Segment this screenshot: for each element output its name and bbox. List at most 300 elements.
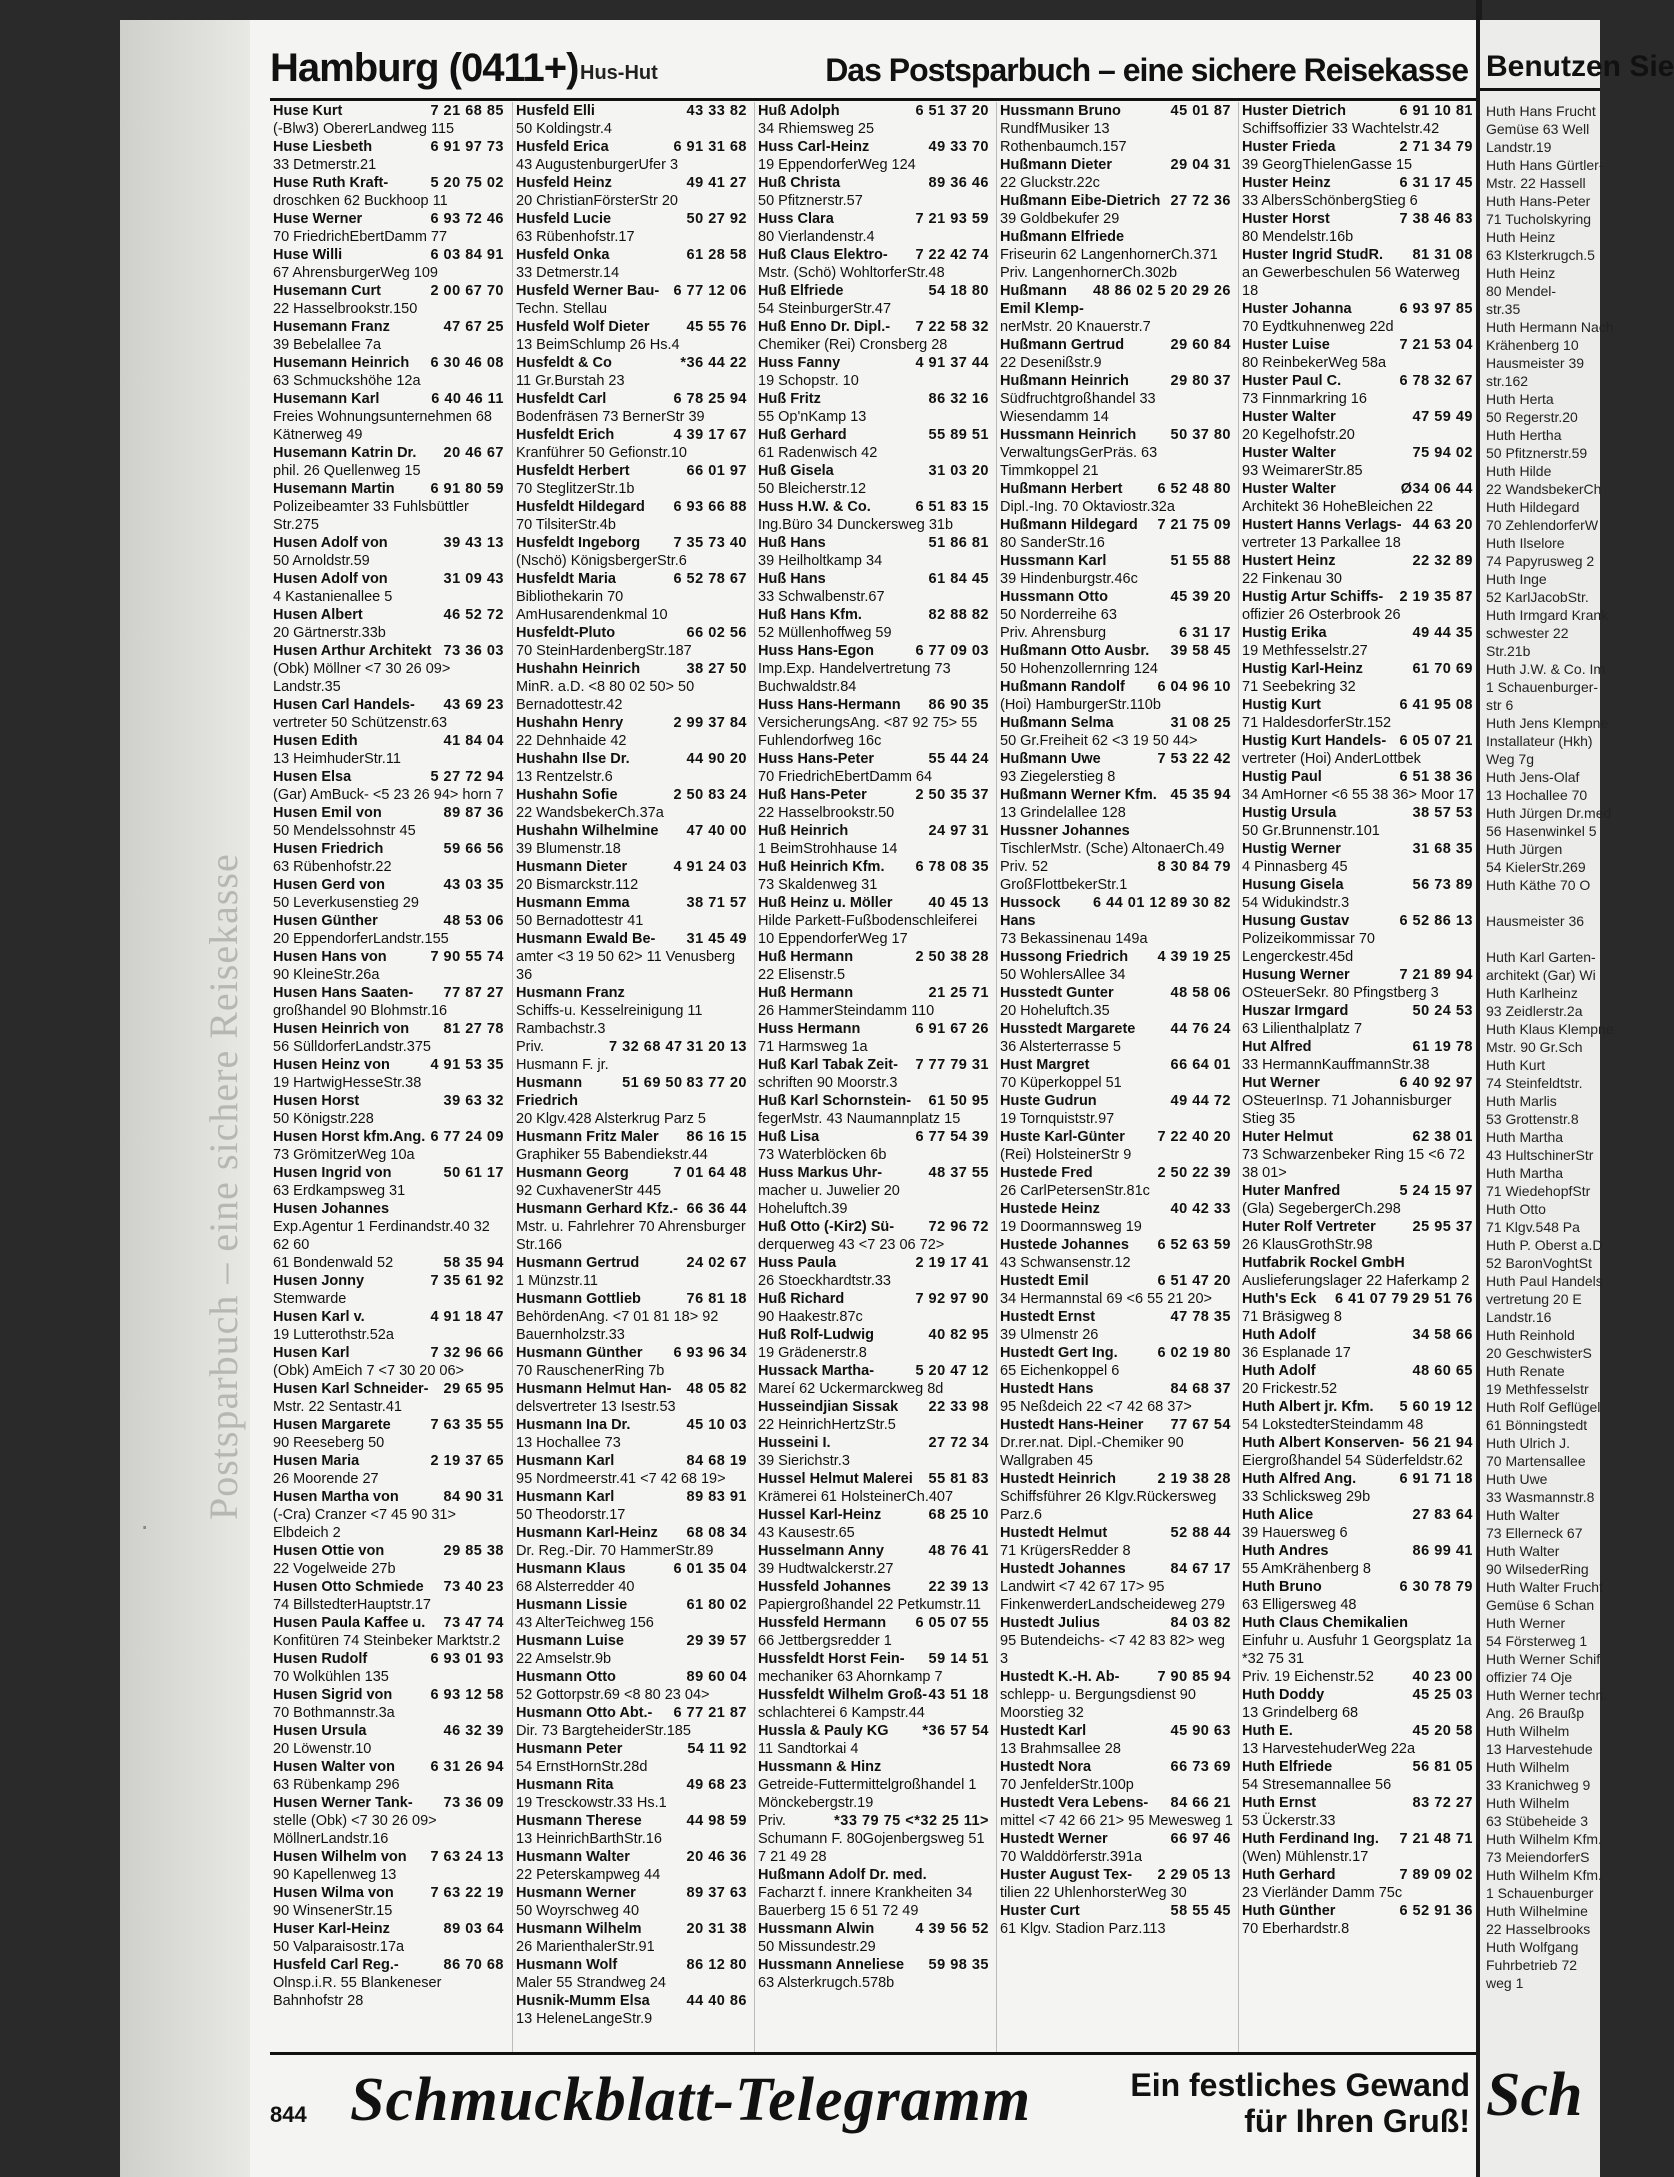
entry-name: Huß Hans xyxy=(758,571,826,587)
directory-entry xyxy=(270,282,508,318)
entry-address: OSteuerSekr. 80 Pfingstberg 3 xyxy=(1242,985,1439,1001)
entry-phone: 2 19 38 28 xyxy=(1157,1471,1231,1487)
entry-phone: 45 10 03 xyxy=(686,1417,747,1433)
entry-address: 33 Schlicksweg 29b xyxy=(1242,1489,1371,1505)
next-page-line: 13 Harvestehude xyxy=(1486,1741,1593,1757)
entry-name: Husen Günther xyxy=(273,913,378,929)
entry-name: Husmann Karl xyxy=(516,1453,615,1469)
entry-phone: 50 37 80 xyxy=(1170,427,1231,443)
entry-address: 73 Finnmarkring 16 xyxy=(1242,391,1367,407)
directory-entry xyxy=(513,1200,751,1254)
entry-name: Hußmann Adolf Dr. med. xyxy=(758,1867,927,1883)
directory-entry xyxy=(270,948,508,984)
next-page-line: Gemüse 63 Well xyxy=(1486,121,1590,137)
entry-name: Husen Hans Saaten- xyxy=(273,985,414,1001)
directory-entry xyxy=(270,696,508,732)
entry-address: Krämerei 61 HolsteinerCh.407 xyxy=(758,1489,954,1505)
next-page-line: 63 Stübeheide 3 xyxy=(1486,1813,1588,1829)
entry-address: 33 AlbersSchönbergStieg 6 xyxy=(1242,193,1418,209)
directory-entry xyxy=(755,1092,993,1128)
entry-address: Papiergroßhandel 22 Petkumstr.11 xyxy=(758,1597,982,1613)
entry-phone: 84 90 31 xyxy=(443,1489,504,1505)
entry-name: Hußmann Werner Kfm. xyxy=(1000,787,1157,803)
entry-address: 95 Nordmeerstr.41 <7 42 68 19> xyxy=(516,1471,726,1487)
directory-entry xyxy=(755,1758,993,1812)
entry-phone: 2 19 17 41 xyxy=(915,1255,989,1271)
directory-entry xyxy=(755,390,993,426)
entry-phone: 4 39 17 67 xyxy=(673,427,747,443)
entry-address: macher u. Juwelier 20 Hoheluftch.39 xyxy=(758,1183,900,1217)
entry-phone: 6 78 08 35 xyxy=(915,859,989,875)
entry-address: 50 Mendelssohnstr 45 xyxy=(273,823,416,839)
directory-entry xyxy=(513,1776,751,1812)
entry-address: schlepp- u. Bergungsdienst 90 Moorstieg 32 xyxy=(1000,1687,1196,1721)
next-page-line: 33 Wasmannstr.8 xyxy=(1486,1489,1595,1505)
entry-address: 43 Kausestr.65 xyxy=(758,1525,855,1541)
directory-entry xyxy=(997,1164,1235,1200)
directory-page xyxy=(120,20,1480,2177)
entry-name: Huse Liesbeth xyxy=(273,139,373,155)
directory-entry xyxy=(755,1920,993,1956)
entry-name: Huß Gisela xyxy=(758,463,834,479)
entry-name: Hussfeldt Wilhelm Groß- xyxy=(758,1687,928,1703)
entry-phone: 89 60 04 xyxy=(686,1669,747,1685)
entry-phone: 6 52 63 59 xyxy=(1157,1237,1231,1253)
entry-address: (Gar) AmBuck- <5 23 26 94> horn 7 xyxy=(273,787,504,803)
directory-entry xyxy=(513,1884,751,1920)
entry-name: Husmann Otto xyxy=(516,1669,616,1685)
directory-entry xyxy=(1239,1182,1477,1218)
entry-name: Huth's Eck xyxy=(1242,1291,1317,1307)
entry-phone: 5 20 75 02 xyxy=(430,175,504,191)
entry-address: schlachterei 6 Kampstr.44 xyxy=(758,1705,925,1721)
entry-phone: 38 27 50 xyxy=(686,661,747,677)
entry-address: 63 Lilienthalplatz 7 xyxy=(1242,1021,1363,1037)
entry-phone: 66 36 44 xyxy=(686,1201,747,1217)
entry-phone: 6 91 67 26 xyxy=(915,1021,989,1037)
directory-entry xyxy=(1239,210,1477,246)
entry-phone: 2 29 05 13 xyxy=(1157,1867,1231,1883)
entry-name: Huß Hans-Peter xyxy=(758,787,867,803)
entry-address: 19 EppendorferWeg 124 xyxy=(758,157,916,173)
entry-phone: 27 72 36 xyxy=(1170,193,1231,209)
entry-address: 26 Stoeckhardtstr.33 xyxy=(758,1273,891,1289)
entry-address: Hilde Parkett-Fußbodenschleiferei 10 EppendorferWeg 17 xyxy=(758,913,978,947)
directory-entry xyxy=(513,1560,751,1596)
entry-phone: 84 03 82 xyxy=(1170,1615,1231,1631)
entry-phone: 6 31 17 xyxy=(1179,625,1231,641)
next-page-line: Huth Martha xyxy=(1486,1165,1564,1181)
next-page-line: Huth Käthe 70 O xyxy=(1486,877,1591,893)
entry-name: Huß Heinrich xyxy=(758,823,849,839)
entry-phone: 66 73 69 xyxy=(1170,1759,1231,1775)
entry-address: 26 CarlPetersenStr.81c xyxy=(1000,1183,1150,1199)
directory-entry xyxy=(270,1650,508,1686)
next-page-line: Huth Jens-Olaf xyxy=(1486,769,1580,785)
entry-address: 22 Dehnhaide 42 xyxy=(516,733,627,749)
entry-name: Husmann Therese xyxy=(516,1813,642,1829)
entry-name: Hushahn Wilhelmine xyxy=(516,823,659,839)
entry-phone: 43 51 18 xyxy=(928,1687,989,1703)
entry-phone: 29 04 31 xyxy=(1170,157,1231,173)
directory-entry xyxy=(513,210,751,246)
next-page-line: Huth Hans Gürtler- xyxy=(1486,157,1604,173)
entry-phone: 27 83 64 xyxy=(1412,1507,1473,1523)
entry-address: 22 Amselstr.9b xyxy=(516,1651,612,1667)
next-page-line: 70 ZehlendorferW xyxy=(1486,517,1599,533)
directory-entry xyxy=(997,372,1235,426)
entry-name: Huß Hermann xyxy=(758,985,854,1001)
directory-entry xyxy=(755,1290,993,1326)
entry-phone: 6 05 07 21 xyxy=(1399,733,1473,749)
entry-phone: 31 20 13 xyxy=(686,1039,747,1055)
directory-entry xyxy=(513,1452,751,1488)
entry-name: Hußmann Randolf xyxy=(1000,679,1125,695)
next-page-line: Huth Hermann Nach xyxy=(1486,319,1614,335)
entry-address: (-Blw3) ObererLandweg 115 xyxy=(273,121,455,137)
directory-entry xyxy=(513,750,751,786)
entry-address: 20 ChristianFörsterStr 20 xyxy=(516,193,678,209)
entry-address: Graphiker 55 Babendiekstr.44 xyxy=(516,1147,708,1163)
entry-phone: 25 95 37 xyxy=(1412,1219,1473,1235)
entry-phone: 89 30 82 xyxy=(1170,895,1231,911)
directory-entry xyxy=(1239,966,1477,1002)
entry-name: Husen Otto Schmiede xyxy=(273,1579,424,1595)
entry-phone: 58 55 45 xyxy=(1170,1903,1231,1919)
directory-entry xyxy=(997,1668,1235,1722)
entry-phone: 50 24 53 xyxy=(1412,1003,1473,1019)
entry-name: Huß Fritz xyxy=(758,391,821,407)
next-page-line: 22 WandsbekerCh xyxy=(1486,481,1602,497)
next-page-title: Benutzen Sie xyxy=(1486,50,1674,83)
directory-entry xyxy=(270,1254,508,1272)
next-page-line: Hausmeister 36 xyxy=(1486,913,1585,929)
directory-entry xyxy=(1239,174,1477,210)
entry-address: 90 Kapellenweg 13 xyxy=(273,1867,397,1883)
next-page-fragment xyxy=(1480,20,1674,2177)
entry-address: Chemiker (Rei) Cronsberg 28 xyxy=(758,337,948,353)
entry-phone: 7 32 68 47 xyxy=(609,1039,683,1055)
directory-entry xyxy=(1239,912,1477,966)
entry-name: Huster Curt xyxy=(1000,1903,1080,1919)
entry-phone: 5 20 47 12 xyxy=(915,1363,989,1379)
entry-address: 74 BillstedterHauptstr.17 xyxy=(273,1597,431,1613)
entry-name: Huszar Irmgard xyxy=(1242,1003,1349,1019)
entry-phone: 7 90 85 94 xyxy=(1157,1669,1231,1685)
entry-address: 26 HammerSteindamm 110 xyxy=(758,1003,935,1019)
entry-name: Huth E. xyxy=(1242,1723,1293,1739)
entry-phone: 6 01 35 04 xyxy=(673,1561,747,1577)
entry-name: Huth Adolf xyxy=(1242,1327,1316,1343)
directory-entry xyxy=(997,1200,1235,1236)
entry-phone: 6 52 91 36 xyxy=(1399,1903,1473,1919)
entry-address: 90 WinsenerStr.15 xyxy=(273,1903,393,1919)
directory-entry xyxy=(513,138,751,174)
next-page-line: offizier 74 Oje xyxy=(1486,1669,1573,1685)
entry-address: Auslieferungslager 22 Haferkamp 2 xyxy=(1242,1273,1470,1289)
entry-address: MinR. a.D. <8 80 02 50> 50 Bernadottestr.42 xyxy=(516,679,695,713)
next-page-line: Huth Kurt xyxy=(1486,1057,1546,1073)
entry-name: Hustig Kurt Handels- xyxy=(1242,733,1387,749)
directory-entry xyxy=(755,1218,993,1254)
entry-phone: 4 91 53 35 xyxy=(430,1057,504,1073)
next-page-line: 50 Pfitznerstr.59 xyxy=(1486,445,1588,461)
next-page-line: 20 GeschwisterS xyxy=(1486,1345,1592,1361)
next-page-line: str.35 xyxy=(1486,301,1521,317)
directory-entry xyxy=(1239,552,1477,588)
entry-address: Kranführer 50 Gefionstr.10 xyxy=(516,445,687,461)
entry-name: Husen Elsa xyxy=(273,769,352,785)
directory-entry xyxy=(1239,1668,1477,1686)
entry-name: Huth Doddy xyxy=(1242,1687,1325,1703)
entry-address: Exp.Agentur 1 Ferdinandstr.40 32 62 60 xyxy=(273,1219,490,1253)
entry-phone: 48 76 41 xyxy=(928,1543,989,1559)
entry-phone: 4 39 56 52 xyxy=(915,1921,989,1937)
entry-phone: 6 52 78 67 xyxy=(673,571,747,587)
entry-name: Hustig Paul xyxy=(1242,769,1322,785)
entry-phone: 31 08 25 xyxy=(1170,715,1231,731)
entry-name: Hustedt Werner xyxy=(1000,1831,1108,1847)
entry-name: Husen Emil von xyxy=(273,805,382,821)
directory-entry xyxy=(755,1020,993,1056)
entry-address: 95 Neßdeich 22 <7 42 68 37> xyxy=(1000,1399,1192,1415)
entry-phone: 86 12 80 xyxy=(686,1957,747,1973)
entry-address: 13 HarvestehuderWeg 22a xyxy=(1242,1741,1416,1757)
entry-name: Hußmann Gertrud xyxy=(1000,337,1125,353)
column-3 xyxy=(754,102,993,2052)
entry-phone: 45 35 94 xyxy=(1170,787,1231,803)
entry-name: Hutfabrik Rockel GmbH xyxy=(1242,1255,1405,1271)
next-page-line: Huth Otto xyxy=(1486,1201,1546,1217)
entry-name: Huss Fanny xyxy=(758,355,841,371)
entry-name: Husen Sigrid von xyxy=(273,1687,393,1703)
entry-phone: 39 43 13 xyxy=(443,535,504,551)
entry-phone: 7 63 22 19 xyxy=(430,1885,504,1901)
entry-phone: 61 28 58 xyxy=(686,247,747,263)
entry-name: Hußmann Selma xyxy=(1000,715,1114,731)
entry-phone: 7 21 75 09 xyxy=(1157,517,1231,533)
entry-address: 63 Alsterkrugch.578b xyxy=(758,1975,895,1991)
entry-name: Husmann Ewald Be- xyxy=(516,931,656,947)
entry-name: Hussel Karl-Heinz xyxy=(758,1507,882,1523)
entry-name: Husmann Ina Dr. xyxy=(516,1417,631,1433)
entry-name: Huth Bruno xyxy=(1242,1579,1322,1595)
entry-address: 36 Alsterterrasse 5 xyxy=(1000,1039,1121,1055)
directory-entry xyxy=(997,822,1235,858)
directory-entry xyxy=(997,1830,1235,1866)
entry-phone: 6 30 78 79 xyxy=(1399,1579,1473,1595)
entry-address: 20 EppendorferLandstr.155 xyxy=(273,931,449,947)
directory-entry xyxy=(1239,660,1477,696)
entry-name: Hussmann & Hinz xyxy=(758,1759,882,1775)
directory-entry xyxy=(270,1920,508,1956)
entry-phone: 6 93 12 58 xyxy=(430,1687,504,1703)
entry-phone: 48 60 65 xyxy=(1412,1363,1473,1379)
entry-address: mechaniker 63 Ahornkamp 7 xyxy=(758,1669,943,1685)
entry-address: 20 Kegelhofstr.20 xyxy=(1242,427,1355,443)
entry-phone: 76 81 18 xyxy=(686,1291,747,1307)
entry-address: 65 Eichenkoppel 6 xyxy=(1000,1363,1120,1379)
entry-phone: 7 21 68 85 xyxy=(430,103,504,119)
entry-address: 20 Löwenstr.10 xyxy=(273,1741,372,1757)
entry-name: Husmann Gerhard Kfz.- xyxy=(516,1201,678,1217)
entry-address: 4 Pinnasberg 45 xyxy=(1242,859,1348,875)
directory-entry xyxy=(513,1632,751,1668)
city-area-code-title: Hamburg (0411+) xyxy=(270,46,579,90)
next-page-line: 19 Methfesselstr xyxy=(1486,1381,1589,1397)
entry-phone: 68 25 10 xyxy=(928,1507,989,1523)
directory-entry xyxy=(270,534,508,570)
entry-address: Bibliothekarin 70 AmHusarendenkmal 10 xyxy=(516,589,668,623)
entry-address: 26 Moorende 27 xyxy=(273,1471,379,1487)
entry-name: Husemann Karl xyxy=(273,391,380,407)
directory-entry xyxy=(270,1092,508,1128)
entry-phone: 7 22 58 32 xyxy=(915,319,989,335)
next-page-line: Hausmeister 39 xyxy=(1486,355,1585,371)
entry-phone: 6 91 10 81 xyxy=(1399,103,1473,119)
directory-entry xyxy=(1239,1506,1477,1542)
entry-name: Huß Enno Dr. Dipl.- xyxy=(758,319,891,335)
entry-phone: 22 33 98 xyxy=(928,1399,989,1415)
entry-address: 63 Rübenkamp 296 xyxy=(273,1777,400,1793)
entry-address: großhandel 90 Blohmstr.16 xyxy=(273,1003,448,1019)
entry-phone: 7 38 46 83 xyxy=(1399,211,1473,227)
entry-address: 50 WohlersAllee 34 xyxy=(1000,967,1126,983)
next-page-line: Huth Uwe xyxy=(1486,1471,1548,1487)
next-page-line: Huth Wilhelm Kfm. xyxy=(1486,1867,1602,1883)
entry-phone: 48 86 02 xyxy=(1093,283,1154,299)
entry-address: amter <3 19 50 62> 11 Venusberg 36 xyxy=(516,949,736,983)
entry-name: Hustedt Heinrich xyxy=(1000,1471,1117,1487)
entry-name: Huster Walter xyxy=(1242,409,1336,425)
entry-name: Huß Elfriede xyxy=(758,283,844,299)
entry-phone: 72 96 72 xyxy=(928,1219,989,1235)
entry-name: Husmann Gertrud xyxy=(516,1255,640,1271)
entry-phone: 7 35 73 40 xyxy=(673,535,747,551)
entry-phone: 6 30 46 08 xyxy=(430,355,504,371)
entry-phone: 49 33 70 xyxy=(928,139,989,155)
entry-phone: 77 67 54 xyxy=(1170,1417,1231,1433)
next-page-line: Huth Wilhelm xyxy=(1486,1723,1570,1739)
entry-address: 39 Sierichstr.3 xyxy=(758,1453,850,1469)
directory-entry xyxy=(513,1524,751,1560)
entry-name: Hussfeldt Horst Fein- xyxy=(758,1651,905,1667)
entry-address: 90 KleineStr.26a xyxy=(273,967,380,983)
next-page-line: 52 BaronVoghtSt xyxy=(1486,1255,1592,1271)
entry-phone: 73 40 23 xyxy=(443,1579,504,1595)
entry-name: Hustedt Nora xyxy=(1000,1759,1092,1775)
entry-phone: 6 04 96 10 xyxy=(1157,679,1231,695)
entry-address: 22 Elisenstr.5 xyxy=(758,967,846,983)
directory-entry xyxy=(270,102,508,138)
entry-name: Huth Andres xyxy=(1242,1543,1329,1559)
directory-entry xyxy=(755,1470,993,1506)
entry-phone: 86 32 16 xyxy=(928,391,989,407)
entry-name: Husfeld Heinz xyxy=(516,175,612,191)
entry-phone: 45 55 76 xyxy=(686,319,747,335)
entry-address: Imp.Exp. Handelvertretung 73 Buchwaldstr.84 xyxy=(758,661,951,695)
directory-entry xyxy=(270,354,508,390)
entry-address: nerMstr. 20 Knauerstr.7 xyxy=(1000,319,1151,335)
directory-entry xyxy=(1239,102,1477,138)
entry-phone: 6 51 83 15 xyxy=(915,499,989,515)
directory-entry xyxy=(997,1470,1235,1524)
column-1 xyxy=(270,102,508,2052)
entry-phone: 29 85 38 xyxy=(443,1543,504,1559)
directory-entry xyxy=(513,786,751,822)
entry-address: (Gla) SegebergerCh.298 xyxy=(1242,1201,1401,1217)
entry-phone: 86 70 68 xyxy=(443,1957,504,1973)
next-page-line: Huth Klaus Klempne xyxy=(1486,1021,1614,1037)
entry-name: Hustedt Gert Ing. xyxy=(1000,1345,1118,1361)
entry-name: Huß Karl Tabak Zeit- xyxy=(758,1057,898,1073)
entry-phone: 6 91 71 18 xyxy=(1399,1471,1473,1487)
entry-name: Hussmann Heinrich xyxy=(1000,427,1137,443)
entry-phone: 2 00 67 70 xyxy=(430,283,504,299)
entry-phone: 40 23 00 xyxy=(1412,1669,1473,1685)
entry-name: Hußmann Herbert xyxy=(1000,481,1123,497)
entry-address: Mareí 62 Uckermarckweg 8d xyxy=(758,1381,944,1397)
entry-address: 39 Hauersweg 6 xyxy=(1242,1525,1348,1541)
entry-address: 19 Methfesselstr.27 xyxy=(1242,643,1368,659)
directory-entry xyxy=(755,1650,993,1686)
entry-phone: 20 46 36 xyxy=(686,1849,747,1865)
entry-name: Husmann Georg xyxy=(516,1165,629,1181)
entry-address: 50 Bernadottestr 41 xyxy=(516,913,644,929)
directory-entry xyxy=(997,1272,1235,1308)
entry-name: Husen Friedrich xyxy=(273,841,384,857)
entry-address: 66 Jettbergsredder 1 xyxy=(758,1633,892,1649)
directory-entry xyxy=(513,318,751,354)
next-page-line: Mstr. 22 Hassell xyxy=(1486,175,1586,191)
entry-name: Husmann Dieter xyxy=(516,859,628,875)
next-page-line: str 6 xyxy=(1486,697,1514,713)
entry-name: Hustig Kurt xyxy=(1242,697,1321,713)
entry-phone: 6 31 17 45 xyxy=(1399,175,1473,191)
entry-address: 50 Koldingstr.4 xyxy=(516,121,612,137)
entry-address: 33 Schwalbenstr.67 xyxy=(758,589,885,605)
entry-name: Hustig Ursula xyxy=(1242,805,1337,821)
entry-address: 43 AlterTeichweg 156 xyxy=(516,1615,654,1631)
entry-name: Hussfeld Johannes xyxy=(758,1579,891,1595)
entry-phone: 6 02 19 80 xyxy=(1157,1345,1231,1361)
entry-phone: 29 51 76 xyxy=(1412,1291,1473,1307)
entry-phone: 7 22 40 20 xyxy=(1157,1129,1231,1145)
entry-name: Huß Hans Kfm. xyxy=(758,607,862,623)
directory-entry xyxy=(755,210,993,246)
directory-entry xyxy=(513,570,751,624)
entry-name: Husseini I. xyxy=(758,1435,831,1451)
entry-phone: *33 79 75 <*32 25 11> xyxy=(834,1813,989,1829)
entry-address: 52 Müllenhoffweg 59 xyxy=(758,625,892,641)
directory-entry xyxy=(270,606,508,642)
entry-phone: 66 64 01 xyxy=(1170,1057,1231,1073)
entry-address: 20 Bismarckstr.112 xyxy=(516,877,639,893)
entry-phone: 6 93 96 34 xyxy=(673,1345,747,1361)
next-page-line: str.162 xyxy=(1486,373,1529,389)
entry-address: 22 Gluckstr.22c xyxy=(1000,175,1100,191)
directory-entry xyxy=(513,822,751,858)
next-page-line: 53 Grottenstr.8 xyxy=(1486,1111,1579,1127)
next-page-line: 13 Hochallee 70 xyxy=(1486,787,1588,803)
entry-name: Husen Karl v. xyxy=(273,1309,365,1325)
entry-name: Huß Christa xyxy=(758,175,841,191)
entry-name: Husen Karl Schneider- xyxy=(273,1381,429,1397)
next-page-line: Huth Walter Frucht xyxy=(1486,1579,1603,1595)
directory-entry xyxy=(1239,408,1477,444)
entry-name: Hut Werner xyxy=(1242,1075,1320,1091)
directory-entry xyxy=(755,1326,993,1362)
